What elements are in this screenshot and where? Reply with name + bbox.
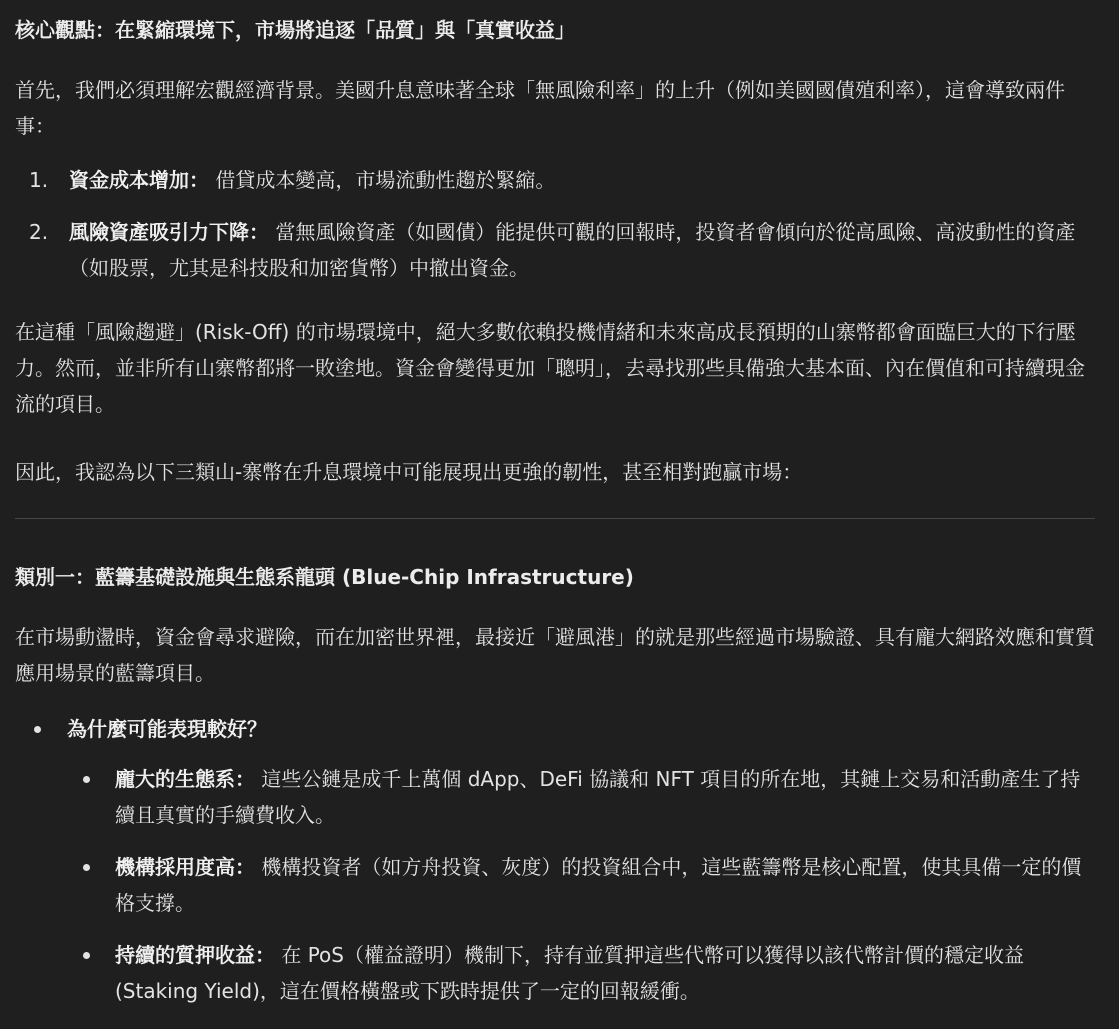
reasons-list: [15, 162, 1100, 286]
list-item-title: 風險資產吸引力下降：: [69, 220, 269, 244]
list-number: 1.: [29, 168, 49, 192]
list-item-text: 這些公鏈是成千上萬個 dApp、DeFi 協議和 NFT 項目的所在地，其鏈上交易和活動產生了持續且真實的手續費收入。: [115, 767, 1081, 827]
bullet-icon: [83, 952, 90, 959]
list-item-title: 龐大的生態系：: [115, 767, 255, 791]
list-item-title: 資金成本增加：: [69, 168, 209, 192]
list-item-text: 機構投資者（如方舟投資、灰度）的投資組合中，這些藍籌幣是核心配置，使其具備一定的價格支撐。: [115, 855, 1082, 915]
why-bullet-item: [15, 711, 1100, 747]
section-divider: [15, 518, 1095, 519]
bullet-icon: [83, 864, 90, 871]
bullet-icon: [34, 726, 41, 733]
list-item-text: 當無風險資產（如國債）能提供可觀的回報時，投資者會傾向於從高風險、高波動性的資產（如股票，尤其是科技股和加密貨幣）中撤出資金。: [69, 220, 1076, 280]
intro-paragraph: 首先，我們必須理解宏觀經濟背景。美國升息意味著全球「無風險利率」的上升（例如美國國債殖利率），這會導致兩件事：: [15, 78, 1065, 138]
list-item: [15, 214, 1100, 286]
reasons-sublist: [15, 761, 1100, 1009]
why-label: 為什麼可能表現較好？: [67, 717, 267, 741]
why-section: [15, 711, 1100, 1009]
list-item-title: 持續的質押收益：: [115, 943, 275, 967]
list-item: [15, 937, 1100, 1009]
core-heading: 核心觀點：在緊縮環境下，市場將追逐「品質」與「真實收益」: [15, 18, 575, 42]
risk-off-paragraph: 在這種「風險趨避」(Risk-Off) 的市場環境中，絕大多數依賴投機情緒和未來高成長預期的山寨幣都會面臨巨大的下行壓力。然而，並非所有山寨幣都將一敗塗地。資金會變得更加「聰明」，去尋找那些具備強大基本面、內在價值和可持續現金流的項目。: [15, 320, 1085, 416]
list-item: [15, 162, 1100, 198]
list-item-text: 借貸成本變高，市場流動性趨於緊縮。: [209, 168, 556, 192]
bullet-icon: [83, 776, 90, 783]
list-item: [15, 761, 1100, 833]
conclusion-paragraph: 因此，我認為以下三類山-寨幣在升息環境中可能展現出更強的韌性，甚至相對跑贏市場：: [15, 460, 803, 484]
category-intro-paragraph: 在市場動盪時，資金會尋求避險，而在加密世界裡，最接近「避風港」的就是那些經過市場驗證、具有龐大網路效應和實質應用場景的藍籌項目。: [15, 625, 1095, 685]
list-item: [15, 849, 1100, 921]
list-item-text: 在 PoS（權益證明）機制下，持有並質押這些代幣可以獲得以該代幣計價的穩定收益 (Staking Yield)，這在價格橫盤或下跌時提供了一定的回報緩衝。: [115, 943, 1024, 1003]
list-number: 2.: [29, 220, 49, 244]
category-heading: 類別一：藍籌基礎設施與生態系龍頭 (Blue-Chip Infrastructure): [15, 565, 634, 589]
list-item-title: 機構採用度高：: [115, 855, 255, 879]
